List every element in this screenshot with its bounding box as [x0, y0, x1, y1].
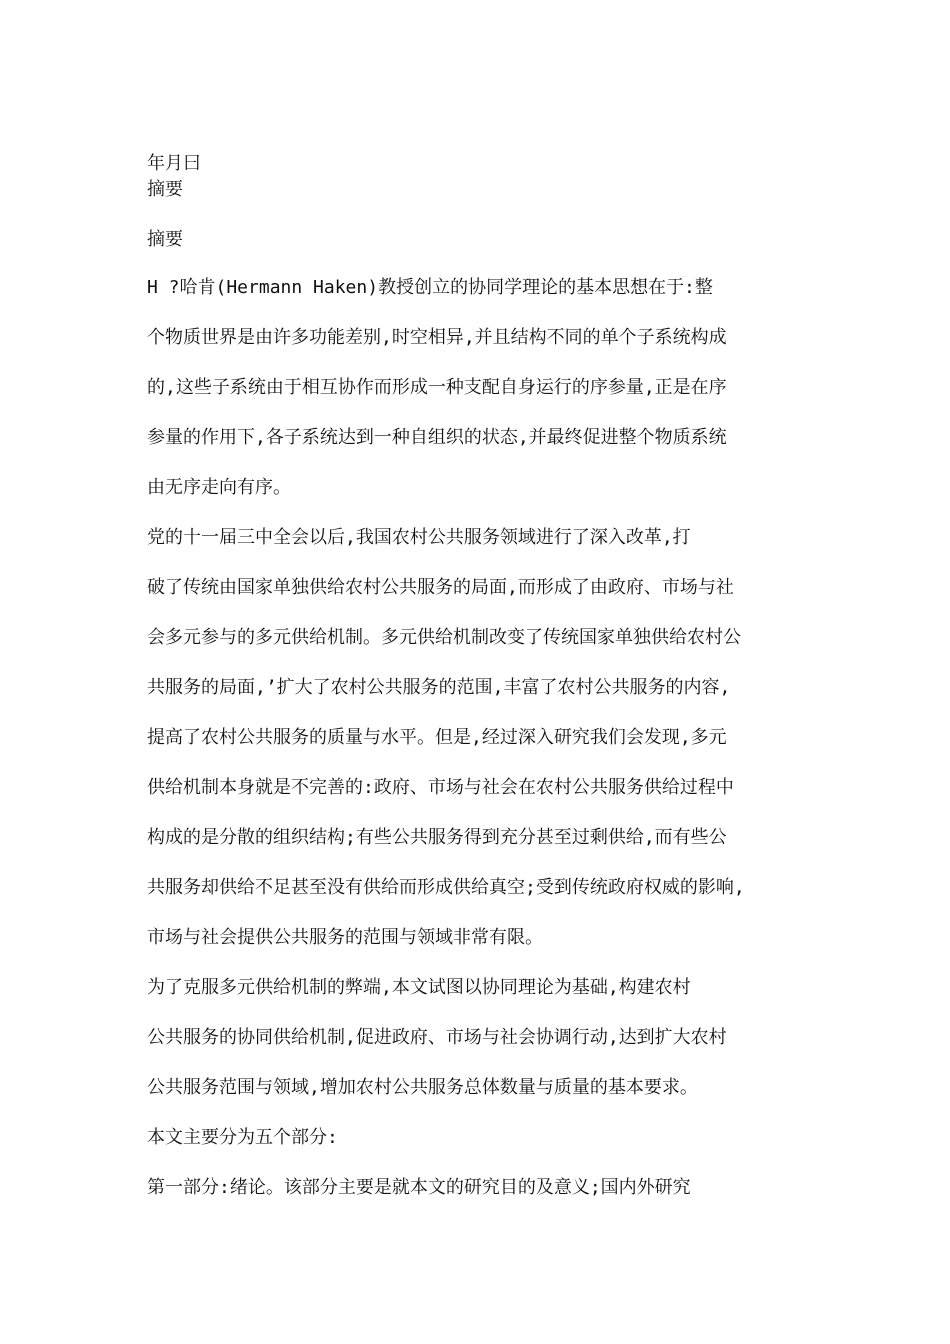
paragraph-line: 会多元参与的多元供给机制。多元供给机制改变了传统国家单独供给农村公 [147, 627, 741, 648]
paragraph-line: 供给机制本身就是不完善的:政府、市场与社会在农村公共服务供给过程中 [147, 777, 734, 798]
paragraph-line: 市场与社会提供公共服务的范围与领域非常有限。 [147, 927, 543, 948]
paragraph-line: 个物质世界是由许多功能差别,时空相异,并且结构不同的单个子系统构成 [147, 327, 727, 348]
paragraph-line: 提高了农村公共服务的质量与水平。但是,经过深入研究我们会发现,多元 [147, 727, 727, 748]
paragraph-line: 公共服务范围与领域,增加农村公共服务总体数量与质量的基本要求。 [147, 1077, 698, 1098]
abstract-title: 摘要 [147, 229, 183, 250]
paragraph-line: 第一部分:绪论。该部分主要是就本文的研究目的及意义;国内外研究 [147, 1177, 691, 1198]
paragraph-line: 由无序走向有序。 [147, 477, 291, 498]
paragraph-line: 破了传统由国家单独供给农村公共服务的局面,而形成了由政府、市场与社 [147, 577, 734, 598]
paragraph-line: 公共服务的协同供给机制,促进政府、市场与社会协调行动,达到扩大农村 [147, 1027, 727, 1048]
paragraph-line: H ?哈肯(Hermann Haken)教授创立的协同学理论的基本思想在于:整 [147, 277, 713, 298]
paragraph-line: 共服务的局面,’扩大了农村公共服务的范围,丰富了农村公共服务的内容, [147, 677, 731, 698]
header-abstract: 摘要 [147, 179, 183, 200]
paragraph-line: 构成的是分散的组织结构;有些公共服务得到充分甚至过剩供给,而有些公 [147, 827, 727, 848]
paragraph-line: 为了克服多元供给机制的弊端,本文试图以协同理论为基础,构建农村 [147, 977, 691, 998]
header-date: 年月曰 [147, 153, 201, 174]
paragraph-line: 共服务却供给不足甚至没有供给而形成供给真空;受到传统政府权威的影响, [147, 877, 745, 898]
paragraph-line: 党的十一届三中全会以后,我国农村公共服务领域进行了深入改革,打 [147, 527, 691, 548]
paragraph-line: 参量的作用下,各子系统达到一种自组织的状态,并最终促进整个物质系统 [147, 427, 727, 448]
paragraph-line: 的,这些子系统由于相互协作而形成一种支配自身运行的序参量,正是在序 [147, 377, 727, 398]
paragraph-line: 本文主要分为五个部分: [147, 1127, 338, 1148]
